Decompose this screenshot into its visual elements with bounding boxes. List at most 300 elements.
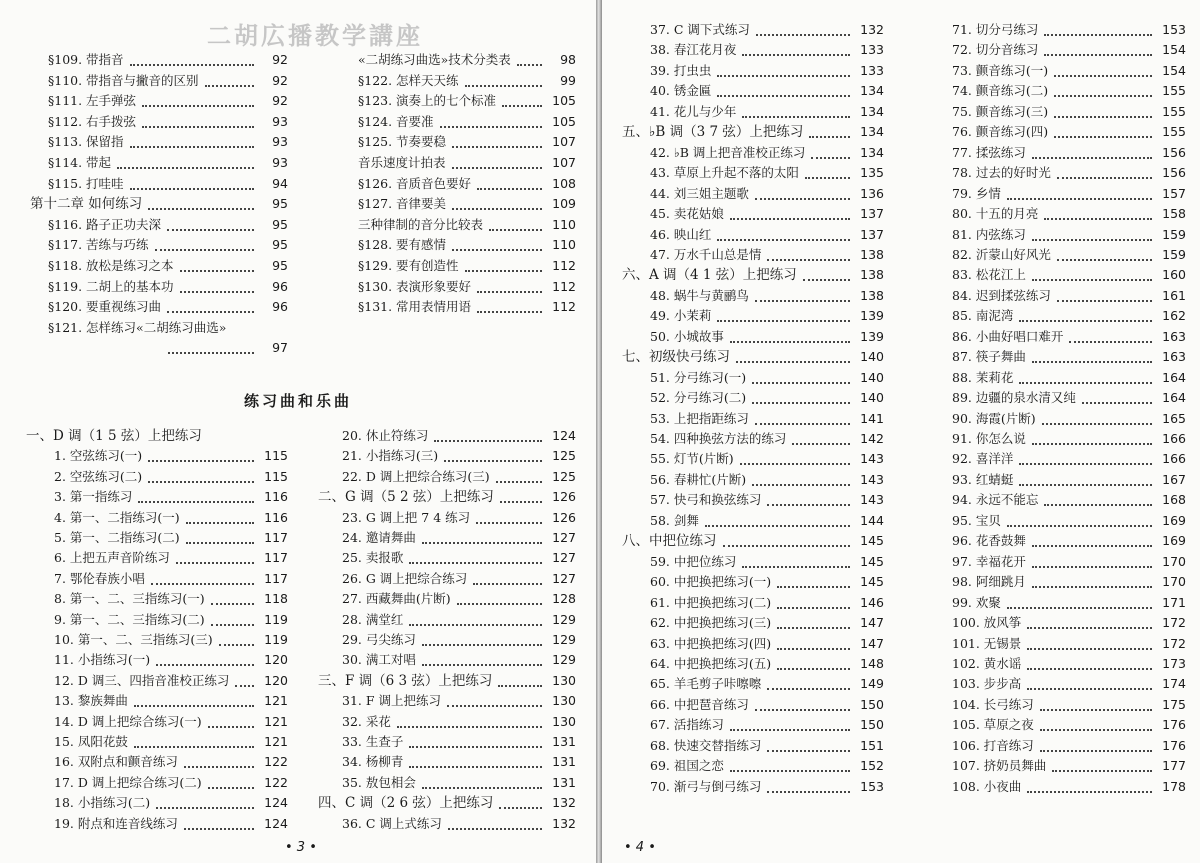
toc-entry (650, 777, 884, 797)
toc-leader-dots (148, 194, 254, 214)
toc-leader-dots (155, 235, 254, 255)
toc-entry (342, 426, 576, 446)
toc-entry (952, 143, 1186, 163)
toc-entry (48, 235, 288, 255)
toc-entry (342, 569, 576, 589)
toc-leader-dots (434, 426, 542, 446)
toc-entry (952, 388, 1186, 408)
toc-entry (650, 184, 884, 204)
toc-entry-page-number: 129 (552, 611, 576, 627)
toc-leader-dots (117, 153, 254, 173)
toc-entry-page-number: 132 (552, 815, 576, 831)
toc-leader-dots (777, 593, 850, 613)
toc-entry-title: §126. 音质音色要好 (358, 175, 472, 191)
toc-entry-title: 79. 乡情 (952, 185, 1001, 201)
toc-entry (358, 235, 576, 255)
toc-entry-title: 19. 附点和连音线练习 (54, 815, 178, 831)
toc-entry-title: 58. 剑舞 (650, 512, 699, 528)
toc-entry (54, 793, 288, 813)
toc-entry (622, 347, 884, 367)
toc-entry-page-number: 140 (860, 390, 884, 406)
toc-leader-dots (1032, 572, 1152, 592)
toc-entry-page-number: 95 (272, 237, 288, 253)
toc-entry-page-number: 99 (560, 72, 576, 88)
toc-entry-page-number: 115 (264, 448, 288, 464)
toc-entry (650, 306, 884, 326)
toc-entry (650, 388, 884, 408)
toc-entry-title: 88. 茉莉花 (952, 369, 1014, 385)
toc-entry-page-number: 112 (552, 258, 576, 273)
toc-entry-title: 77. 揉弦练习 (952, 144, 1026, 160)
toc-entry-page-number: 158 (1162, 206, 1186, 222)
toc-entry (952, 122, 1186, 142)
toc-entry (54, 732, 288, 752)
toc-leader-dots (752, 388, 850, 408)
toc-entry (952, 674, 1186, 694)
toc-entry-title: 102. 黄水谣 (952, 655, 1022, 671)
toc-entry (952, 225, 1186, 245)
toc-leader-dots (134, 732, 254, 752)
toc-entry (952, 613, 1186, 633)
toc-leader-dots (148, 467, 254, 487)
toc-entry-title: 37. C 调下式练习 (650, 22, 750, 37)
toc-entry-title: 89. 边疆的泉水清又纯 (952, 390, 1076, 406)
toc-entry-page-number: 177 (1162, 758, 1186, 774)
toc-entry-title: §113. 保留指 (48, 134, 124, 150)
toc-entry (54, 589, 288, 609)
toc-entry-page-number: 93 (272, 134, 288, 150)
toc-entry-title: 36. C 调上式练习 (342, 815, 442, 831)
toc-entry-title: 七、初级快弓练习 (622, 349, 730, 366)
toc-entry-title: 13. 黎族舞曲 (54, 693, 128, 709)
toc-leader-dots (1057, 163, 1152, 183)
toc-leader-dots (1032, 347, 1152, 367)
toc-entry-page-number: 176 (1162, 717, 1186, 733)
toc-entry-page-number: 95 (272, 258, 288, 273)
toc-entry-title: §129. 要有创造性 (358, 258, 459, 273)
toc-leader-dots (1069, 327, 1152, 347)
toc-entry-page-number: 178 (1162, 778, 1186, 794)
toc-entry-title: 23. G 调上把 7 4 练习 (342, 509, 471, 525)
toc-entry (342, 446, 576, 466)
toc-entry (952, 777, 1186, 797)
toc-leader-dots (730, 327, 850, 347)
toc-entry (650, 654, 884, 674)
toc-entry (342, 814, 576, 834)
toc-entry (54, 508, 288, 528)
toc-entry-title: 17. D 调上把综合练习(二) (54, 774, 202, 790)
toc-entry-title: 10. 第一、二、三指练习(三) (54, 632, 213, 647)
toc-entry-page-number: 146 (860, 594, 884, 610)
toc-entry (650, 634, 884, 654)
toc-entry-page-number: 109 (552, 196, 576, 212)
toc-entry-title: 49. 小茉莉 (650, 308, 712, 324)
toc-entry-title: §114. 带起 (48, 155, 112, 170)
toc-entry-page-number: 124 (552, 428, 576, 443)
toc-entry-page-number: 121 (264, 693, 288, 709)
toc-entry-title: 15. 凤阳花鼓 (54, 734, 128, 749)
toc-entry-page-number: 115 (264, 468, 288, 484)
toc-entry (48, 338, 288, 358)
toc-entry (650, 81, 884, 101)
toc-entry (48, 318, 288, 338)
toc-entry-title: 五、♭B 调（3 7 弦）上把练习 (622, 124, 804, 141)
toc-entry (952, 286, 1186, 306)
toc-leader-dots (167, 297, 254, 317)
toc-entry-title: §124. 音要准 (358, 113, 434, 129)
toc-entry-title: 78. 过去的好时光 (952, 165, 1051, 181)
toc-entry-page-number: 134 (860, 103, 884, 119)
toc-leader-dots (756, 20, 850, 40)
toc-entry-title: 45. 卖花姑娘 (650, 206, 724, 222)
toc-entry-page-number: 155 (1162, 83, 1186, 99)
toc-entry-page-number: 117 (264, 570, 288, 586)
toc-entry (952, 552, 1186, 572)
toc-entry-title: 三、F 调（6 3 弦）上把练习 (318, 672, 493, 689)
toc-entry-page-number: 94 (272, 175, 288, 191)
toc-entry-title: 30. 满工对唱 (342, 652, 416, 668)
toc-entry (26, 426, 288, 446)
toc-entry-page-number: 112 (552, 299, 576, 315)
toc-leader-dots (184, 814, 254, 834)
toc-entry-title: 51. 分弓练习(一) (650, 369, 747, 385)
toc-entry (342, 630, 576, 650)
toc-leader-dots (142, 91, 254, 111)
toc-leader-dots (473, 569, 542, 589)
page-number-left: • 3 • (285, 840, 317, 855)
toc-entry-page-number: 132 (552, 795, 576, 811)
toc-entry-page-number: 169 (1162, 533, 1186, 549)
toc-entry (650, 695, 884, 715)
toc-entry-title: 65. 羊毛剪子咔嚓嚓 (650, 676, 762, 692)
toc-entry (952, 327, 1186, 347)
toc-entry-page-number: 140 (860, 349, 884, 365)
toc-entry-page-number: 131 (552, 754, 576, 770)
toc-entry (650, 511, 884, 531)
toc-entry-title: 9. 第一、二、三指练习(二) (54, 611, 205, 627)
toc-leader-dots (803, 265, 850, 285)
toc-entry (650, 286, 884, 306)
toc-entry-page-number: 154 (1162, 42, 1186, 58)
toc-leader-dots (477, 277, 542, 297)
toc-leader-dots (777, 654, 850, 674)
toc-entry-title: 第十二章 如何练习 (30, 196, 143, 213)
toc-leader-dots (422, 650, 542, 670)
toc-entry (952, 184, 1186, 204)
toc-leader-dots (1019, 306, 1152, 326)
toc-entry-page-number: 98 (560, 52, 576, 67)
toc-entry (358, 215, 576, 235)
toc-entry (342, 610, 576, 630)
toc-leader-dots (767, 245, 850, 265)
toc-entry (650, 429, 884, 449)
toc-entry-title: 55. 灯节(片断) (650, 451, 734, 467)
toc-leader-dots (205, 71, 254, 91)
toc-leader-dots (489, 215, 542, 235)
toc-entry (54, 569, 288, 589)
toc-entry (952, 61, 1186, 81)
toc-entry-page-number: 150 (860, 696, 884, 712)
toc-entry-page-number: 156 (1162, 165, 1186, 181)
toc-entry-page-number: 163 (1162, 328, 1186, 344)
toc-entry-page-number: 112 (552, 278, 576, 294)
toc-entry-title: §119. 二胡上的基本功 (48, 278, 174, 294)
toc-entry-page-number: 154 (1162, 62, 1186, 78)
toc-leader-dots (755, 409, 850, 429)
toc-entry-title: 107. 挤奶员舞曲 (952, 758, 1047, 774)
toc-entry (318, 671, 576, 691)
toc-entry-title: 32. 采花 (342, 713, 391, 729)
toc-entry (318, 793, 576, 813)
toc-entry (48, 174, 288, 194)
toc-entry-page-number: 143 (860, 471, 884, 487)
toc-entry-page-number: 110 (552, 216, 576, 232)
toc-leader-dots (465, 71, 542, 91)
toc-leader-dots (717, 306, 850, 326)
toc-entry-title: 一、D 调（1 5 弦）上把练习 (26, 428, 202, 444)
toc-entry-title: 72. 切分音练习 (952, 42, 1039, 58)
toc-entry (358, 132, 576, 152)
toc-entry-page-number: 135 (860, 165, 884, 181)
left-page (0, 0, 596, 863)
toc-entry-page-number: 175 (1162, 696, 1186, 712)
toc-entry-page-number: 117 (264, 530, 288, 545)
toc-entry-page-number: 153 (860, 778, 884, 794)
toc-leader-dots (502, 91, 542, 111)
toc-leader-dots (811, 143, 850, 163)
toc-leader-dots (477, 297, 542, 317)
toc-leader-dots (452, 194, 542, 214)
toc-leader-dots (1032, 531, 1152, 551)
toc-entry (952, 306, 1186, 326)
toc-leader-dots (742, 552, 850, 572)
toc-entry (650, 163, 884, 183)
toc-entry-title: 92. 喜洋洋 (952, 451, 1014, 467)
toc-entry-title: 63. 中把换把练习(四) (650, 635, 772, 651)
toc-leader-dots (1042, 409, 1152, 429)
toc-entry (952, 245, 1186, 265)
toc-entry-page-number: 160 (1162, 267, 1186, 283)
toc-entry (342, 650, 576, 670)
toc-entry (952, 163, 1186, 183)
toc-entry (622, 531, 884, 551)
toc-leader-dots (1044, 204, 1152, 224)
toc-entry-page-number: 155 (1162, 103, 1186, 119)
toc-leader-dots (1027, 613, 1152, 633)
toc-entry (622, 122, 884, 142)
toc-entry-page-number: 97 (272, 340, 288, 356)
toc-leader-dots (1032, 429, 1152, 449)
toc-entry-title: 7. 鄂伦春族小唱 (54, 570, 145, 586)
toc-entry-page-number: 159 (1162, 246, 1186, 262)
toc-entry-title: 57. 快弓和换弦练习 (650, 492, 762, 508)
toc-leader-dots (777, 572, 850, 592)
toc-entry-page-number: 127 (552, 530, 576, 545)
toc-entry-page-number: 155 (1162, 124, 1186, 140)
toc-entry (952, 347, 1186, 367)
toc-leader-dots (211, 589, 254, 609)
toc-leader-dots (1019, 368, 1152, 388)
toc-entry-title: 28. 满堂红 (342, 611, 404, 627)
toc-entry-title: 86. 小曲好唱口难开 (952, 328, 1064, 344)
toc-leader-dots (1032, 225, 1152, 245)
toc-leader-dots (208, 712, 254, 732)
toc-entry-page-number: 134 (860, 124, 884, 140)
toc-entry-page-number: 165 (1162, 410, 1186, 426)
toc-entry (48, 256, 288, 276)
toc-entry-title: 83. 松花江上 (952, 267, 1026, 283)
toc-entry (54, 814, 288, 834)
toc-entry-title: 60. 中把换把练习(一) (650, 574, 772, 590)
toc-entry-page-number: 121 (264, 713, 288, 729)
toc-entry-page-number: 92 (272, 52, 288, 67)
toc-entry-page-number: 172 (1162, 635, 1186, 651)
toc-leader-dots (498, 671, 542, 691)
toc-entry-page-number: 122 (264, 754, 288, 770)
toc-leader-dots (156, 650, 254, 670)
toc-entry-title: 41. 花儿与少年 (650, 103, 737, 119)
toc-entry-title: 96. 花香鼓舞 (952, 533, 1026, 549)
toc-entry-page-number: 173 (1162, 655, 1186, 671)
toc-entry-page-number: 170 (1162, 553, 1186, 569)
toc-leader-dots (1027, 634, 1152, 654)
toc-entry-title: §117. 苦练与巧练 (48, 237, 149, 253)
toc-entry-title: 二、G 调（5 2 弦）上把练习 (318, 489, 494, 506)
toc-entry-title: §116. 路子正功夫深 (48, 216, 162, 232)
toc-entry-page-number: 136 (860, 185, 884, 201)
toc-leader-dots (1057, 245, 1152, 265)
toc-leader-dots (219, 630, 254, 650)
toc-entry-title: §109. 带指音 (48, 52, 124, 67)
toc-entry (650, 674, 884, 694)
toc-entry-page-number: 126 (552, 509, 576, 525)
toc-entry-title: 59. 中把位练习 (650, 553, 737, 569)
toc-leader-dots (1032, 143, 1152, 163)
toc-entry-title: 29. 弓尖练习 (342, 632, 416, 647)
toc-entry-title: 73. 颤音练习(一) (952, 62, 1049, 78)
toc-entry (54, 691, 288, 711)
toc-entry-title: §120. 要重视练习曲 (48, 299, 162, 315)
toc-entry-title: §131. 常用表情用语 (358, 299, 472, 315)
toc-entry (650, 368, 884, 388)
toc-entry-title: 34. 杨柳青 (342, 754, 404, 770)
toc-entry-title: 81. 内弦练习 (952, 226, 1026, 242)
toc-leader-dots (1044, 20, 1152, 40)
toc-entry-page-number: 107 (552, 155, 576, 170)
toc-entry-page-number: 128 (552, 591, 576, 607)
toc-leader-dots (752, 470, 850, 490)
toc-leader-dots (1082, 388, 1152, 408)
toc-leader-dots (809, 122, 850, 142)
toc-entry-title: «二胡练习曲选»技术分类表 (358, 52, 511, 67)
toc-entry-page-number: 174 (1162, 676, 1186, 692)
toc-entry-title: 87. 筷子舞曲 (952, 349, 1026, 365)
toc-entry-page-number: 167 (1162, 471, 1186, 487)
toc-leader-dots (422, 630, 542, 650)
toc-entry-title: 105. 草原之夜 (952, 717, 1034, 733)
toc-leader-dots (1007, 184, 1152, 204)
toc-entry-title: 1. 空弦练习(一) (54, 448, 143, 464)
toc-entry (952, 265, 1186, 285)
toc-leader-dots (457, 589, 542, 609)
toc-entry (952, 736, 1186, 756)
toc-entry-title: 44. 刘三姐主题歌 (650, 185, 749, 201)
toc-entry (650, 613, 884, 633)
toc-entry-page-number: 120 (264, 652, 288, 668)
toc-leader-dots (211, 610, 254, 630)
toc-entry-title: 97. 幸福花开 (952, 553, 1026, 569)
toc-entry-title: 76. 颤音练习(四) (952, 124, 1049, 140)
toc-entry-title: 70. 渐弓与倒弓练习 (650, 778, 762, 794)
toc-entry-title: 54. 四种换弦方法的练习 (650, 431, 787, 446)
toc-leader-dots (740, 449, 850, 469)
toc-leader-dots (736, 347, 850, 367)
toc-leader-dots (1052, 756, 1152, 776)
toc-entry-page-number: 96 (272, 299, 288, 315)
toc-leader-dots (186, 528, 254, 548)
toc-entry-title: 31. F 调上把练习 (342, 693, 441, 709)
toc-leader-dots (409, 548, 542, 568)
toc-entry-title: §130. 表演形象要好 (358, 278, 472, 294)
toc-entry-title: 12. D 调三、四指音准校正练习 (54, 672, 230, 688)
toc-entry-title: 21. 小指练习(三) (342, 448, 439, 464)
toc-entry-title: §118. 放松是练习之本 (48, 258, 174, 273)
toc-leader-dots (1054, 61, 1152, 81)
toc-entry (952, 634, 1186, 654)
toc-entry (952, 695, 1186, 715)
toc-entry-title: 27. 西藏舞曲(片断) (342, 591, 451, 607)
toc-entry-title: 18. 小指练习(二) (54, 795, 151, 811)
toc-leader-dots (723, 531, 850, 551)
toc-entry-title: 108. 小夜曲 (952, 778, 1022, 794)
toc-leader-dots (717, 81, 850, 101)
toc-entry-page-number: 129 (552, 632, 576, 647)
toc-entry-page-number: 105 (552, 93, 576, 109)
toc-entry-title: 14. D 调上把综合练习(一) (54, 713, 202, 729)
toc-entry-title: 35. 敖包相会 (342, 774, 416, 790)
toc-entry-title: 91. 你怎么说 (952, 431, 1026, 446)
toc-entry-page-number: 169 (1162, 512, 1186, 528)
toc-leader-dots (767, 736, 850, 756)
toc-leader-dots (517, 50, 542, 70)
toc-entry-title: 39. 打虫虫 (650, 62, 712, 78)
toc-entry (54, 548, 288, 568)
toc-entry-page-number: 166 (1162, 451, 1186, 467)
toc-entry-page-number: 120 (264, 672, 288, 688)
toc-entry-page-number: 144 (860, 512, 884, 528)
toc-entry-page-number: 156 (1162, 144, 1186, 160)
toc-entry-page-number: 145 (860, 553, 884, 569)
toc-leader-dots (465, 256, 542, 276)
toc-entry-page-number: 139 (860, 308, 884, 324)
toc-leader-dots (777, 634, 850, 654)
toc-entry (342, 773, 576, 793)
toc-entry-page-number: 108 (552, 175, 576, 191)
toc-entry (358, 174, 576, 194)
toc-entry (650, 225, 884, 245)
toc-entry-title: 56. 春耕忙(片断) (650, 471, 747, 487)
toc-entry (952, 429, 1186, 449)
toc-entry-page-number: 145 (860, 574, 884, 590)
toc-entry (318, 487, 576, 507)
toc-leader-dots (409, 732, 542, 752)
toc-leader-dots (499, 793, 542, 813)
toc-entry-page-number: 134 (860, 83, 884, 99)
toc-entry (342, 467, 576, 487)
toc-leader-dots (156, 793, 254, 813)
toc-leader-dots (767, 674, 850, 694)
toc-entry-page-number: 130 (552, 713, 576, 729)
